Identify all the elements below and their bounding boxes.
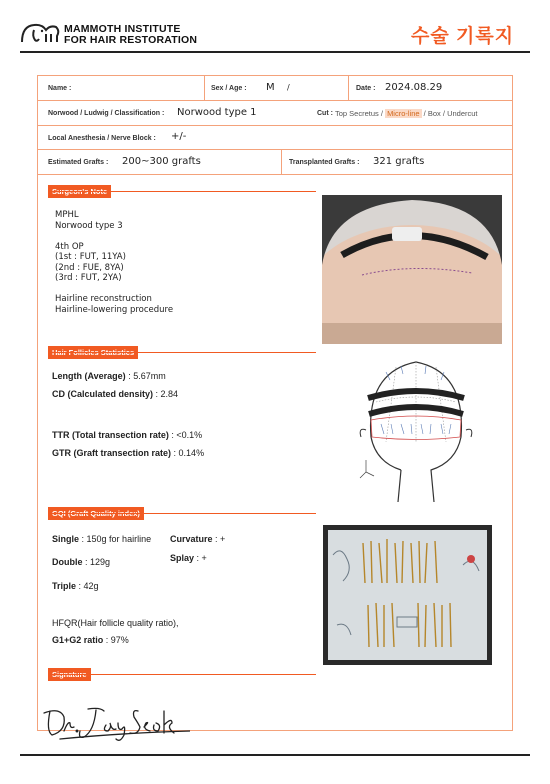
section-rule: [48, 191, 316, 192]
splay-stat: [170, 553, 207, 563]
cut-separator: /: [423, 109, 426, 118]
length-stat: [52, 371, 166, 381]
note-line: (2nd : FUE, 8YA): [55, 262, 124, 273]
triple-stat: [52, 581, 99, 591]
anesthesia-label: Local Anesthesia / Nerve Block :: [48, 135, 156, 142]
ttr-value: : <0.1%: [171, 430, 203, 440]
double-value: : 129g: [85, 557, 111, 567]
note-line: (1st : FUT, 11YA): [55, 252, 126, 262]
curvature-label: Curvature: [170, 534, 213, 544]
section-rule: [48, 513, 316, 514]
cd-label: CD (Calculated density): [52, 389, 154, 399]
triple-value: : 42g: [78, 581, 99, 591]
date-label: Date :: [356, 85, 376, 92]
hfqr-stat: [52, 618, 179, 628]
handwritten-signature: [40, 701, 190, 743]
cd-value: : 2.84: [155, 389, 179, 399]
length-value: : 5.67mm: [128, 371, 166, 381]
splay-label: Splay: [170, 553, 195, 563]
note-line: [55, 284, 173, 295]
section-rule: [48, 352, 316, 353]
hfqr-label: HFQR(Hair follicle quality ratio),: [52, 618, 179, 628]
single-stat: [52, 534, 151, 544]
mammoth-logo-icon: [20, 22, 60, 44]
hairline-photo: [322, 195, 502, 344]
logo-line1: MAMMOTH INSTITUTE: [64, 23, 181, 35]
double-stat: [52, 557, 110, 567]
row-anesthesia: [38, 126, 512, 150]
page-title: 수술 기록지: [411, 26, 515, 47]
cut-option-box: Box: [427, 109, 441, 118]
cut-option-undercut: Undercut: [447, 109, 478, 118]
cut-label: Cut :: [317, 110, 333, 117]
transplanted-grafts-label: Transplanted Grafts :: [289, 159, 360, 166]
anesthesia-value: +/-: [171, 131, 187, 142]
name-label: Name :: [48, 85, 72, 92]
divider: [281, 150, 282, 174]
cut-option-micro-line-selected: Micro-line: [387, 109, 420, 118]
single-value: : 150g for hairline: [81, 534, 152, 544]
splay-value: : +: [196, 553, 207, 563]
ttr-label: TTR (Total transection rate): [52, 430, 169, 440]
g1g2-label: G1+G2 ratio: [52, 635, 104, 645]
gtr-value: : 0.14%: [173, 448, 205, 458]
divider: [348, 76, 349, 100]
cut-separator: /: [442, 109, 445, 118]
cut-separator: /: [380, 109, 383, 118]
row-classification-cut: [38, 101, 512, 126]
surgery-record-sheet: [37, 75, 513, 731]
estimated-grafts-value: 200~300 grafts: [122, 156, 201, 167]
row-grafts: [38, 150, 512, 175]
classification-value: Norwood type 1: [177, 107, 257, 118]
double-label: Double: [52, 557, 83, 567]
length-label: Length (Average): [52, 371, 126, 381]
logo-line2: FOR HAIR RESTORATION: [64, 34, 198, 46]
estimated-grafts-label: Estimated Grafts :: [48, 159, 109, 166]
note-line: Hairline reconstruction: [55, 294, 152, 304]
g1g2-stat: [52, 635, 129, 645]
institute-logo-text: [64, 24, 197, 46]
transplanted-grafts-value: 321 grafts: [373, 156, 425, 167]
date-value: 2024.08.29: [385, 82, 443, 93]
age-separator: /: [287, 83, 290, 92]
sex-value: M: [266, 82, 275, 93]
cut-options: [335, 109, 478, 118]
single-label: Single: [52, 534, 80, 544]
curvature-stat: [170, 534, 225, 544]
gtr-label: GTR (Graft transection rate): [52, 448, 172, 458]
note-line: MPHL: [55, 210, 79, 220]
grafts-photo: [323, 525, 492, 665]
triple-label: Triple: [52, 581, 77, 591]
note-line: 4th OP: [55, 241, 84, 252]
gtr-stat: [52, 448, 204, 458]
row-name-sex-date: [38, 76, 512, 101]
g1g2-value: : 97%: [105, 635, 129, 645]
footer-divider: [20, 754, 530, 756]
divider: [204, 76, 205, 100]
header-divider: [20, 51, 530, 53]
section-rule: [48, 674, 316, 675]
note-line: (3rd : FUT, 2YA): [55, 273, 122, 283]
note-line: Hairline-lowering procedure: [55, 304, 174, 315]
curvature-value: : +: [215, 534, 226, 544]
cut-option-top-secretus: Top Secretus: [335, 109, 379, 118]
sex-age-label: Sex / Age :: [211, 85, 247, 92]
note-line: Norwood type 3: [55, 220, 123, 231]
ttr-stat: [52, 430, 202, 440]
cd-stat: [52, 389, 178, 399]
note-line: [55, 231, 173, 242]
surgeons-note-body: [55, 210, 173, 315]
head-diagram: [356, 352, 476, 502]
classification-label: Norwood / Ludwig / Classification :: [48, 110, 165, 117]
